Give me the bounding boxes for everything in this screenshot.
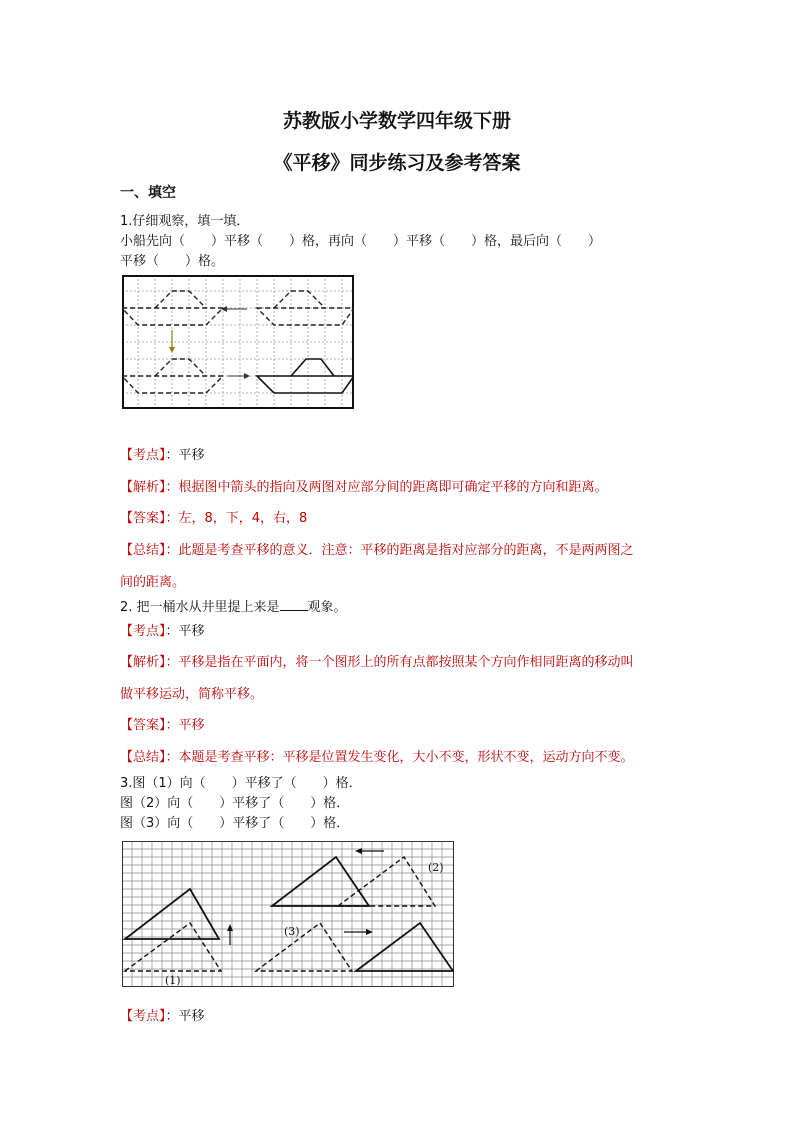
q1-zongjie bbox=[120, 539, 634, 558]
q3-line3: 图（3）向（ ）平移了（ ）格． bbox=[120, 816, 350, 831]
zongjie-tag: 【总结】 bbox=[120, 750, 166, 765]
q1-zongjie-cont: 间的距离。 bbox=[120, 575, 186, 590]
q2-blank bbox=[280, 598, 308, 611]
triangle-label-1: (1) bbox=[165, 974, 181, 987]
daan-text: ：平移 bbox=[165, 718, 205, 733]
daan-tag: 【答案】 bbox=[120, 511, 166, 526]
zongjie-tag: 【总结】 bbox=[120, 543, 166, 558]
q3-kaodian bbox=[120, 1005, 205, 1024]
q2-jiexi bbox=[120, 651, 634, 670]
jiexi-tag: 【解析】 bbox=[120, 655, 166, 670]
zongjie-text: ：本题是考查平移：平移是位置发生变化，大小不变，形状不变，运动方向不变。 bbox=[165, 750, 634, 765]
q1-jiexi bbox=[120, 476, 608, 495]
kaodian-tag: 【考点】 bbox=[120, 624, 166, 639]
page-subtitle: 《平移》同步练习及参考答案 bbox=[273, 152, 521, 174]
kaodian-tag: 【考点】 bbox=[120, 1009, 166, 1024]
kaodian-text: ：平移 bbox=[165, 624, 205, 639]
kaodian-tag: 【考点】 bbox=[120, 448, 166, 463]
jiexi-tag: 【解析】 bbox=[120, 480, 166, 495]
triangle-grid-figure bbox=[122, 841, 454, 987]
q2-zongjie bbox=[120, 746, 634, 765]
q2-kaodian bbox=[120, 620, 205, 639]
triangle-label-3: (3) bbox=[284, 925, 300, 938]
jiexi-text: ：平移是指在平面内，将一个图形上的所有点都按照某个方向作相同距离的移动叫 bbox=[165, 655, 634, 670]
boat-grid-figure bbox=[122, 275, 354, 409]
daan-tag: 【答案】 bbox=[120, 718, 166, 733]
daan-text: ：左，8，下，4，右，8 bbox=[165, 511, 308, 526]
q1-stem: 1.仔细观察，填一填． bbox=[120, 214, 250, 229]
q1-line1: 小船先向（ ）平移（ ）格，再向（ ）平移（ ）格，最后向（ ） bbox=[120, 234, 602, 249]
kaodian-text: ：平移 bbox=[165, 1009, 205, 1024]
q3-line1: 3.图（1）向（ ）平移了（ ）格． bbox=[120, 776, 362, 791]
q1-daan bbox=[120, 507, 307, 526]
q3-line2: 图（2）向（ ）平移了（ ）格． bbox=[120, 796, 350, 811]
q2-stem-a: 2. 把一桶水从井里提上来是 bbox=[120, 600, 280, 615]
q2-stem bbox=[120, 596, 347, 615]
kaodian-text: ：平移 bbox=[165, 448, 205, 463]
zongjie-text: ：此题是考查平移的意义．注意：平移的距离是指对应部分的距离，不是两两图之 bbox=[165, 543, 634, 558]
q1-line2: 平移（ ）格。 bbox=[120, 254, 225, 269]
q2-stem-b: 观象。 bbox=[307, 600, 347, 615]
page-title: 苏教版小学数学四年级下册 bbox=[282, 110, 511, 132]
q2-jiexi-cont: 做平移运动，简称平移。 bbox=[120, 687, 264, 702]
section-heading: 一、填空 bbox=[120, 185, 176, 201]
q1-kaodian bbox=[120, 444, 205, 463]
triangle-label-2: (2) bbox=[428, 861, 444, 874]
q2-daan bbox=[120, 714, 205, 733]
jiexi-text: ：根据图中箭头的指向及两图对应部分间的距离即可确定平移的方向和距离。 bbox=[165, 480, 608, 495]
